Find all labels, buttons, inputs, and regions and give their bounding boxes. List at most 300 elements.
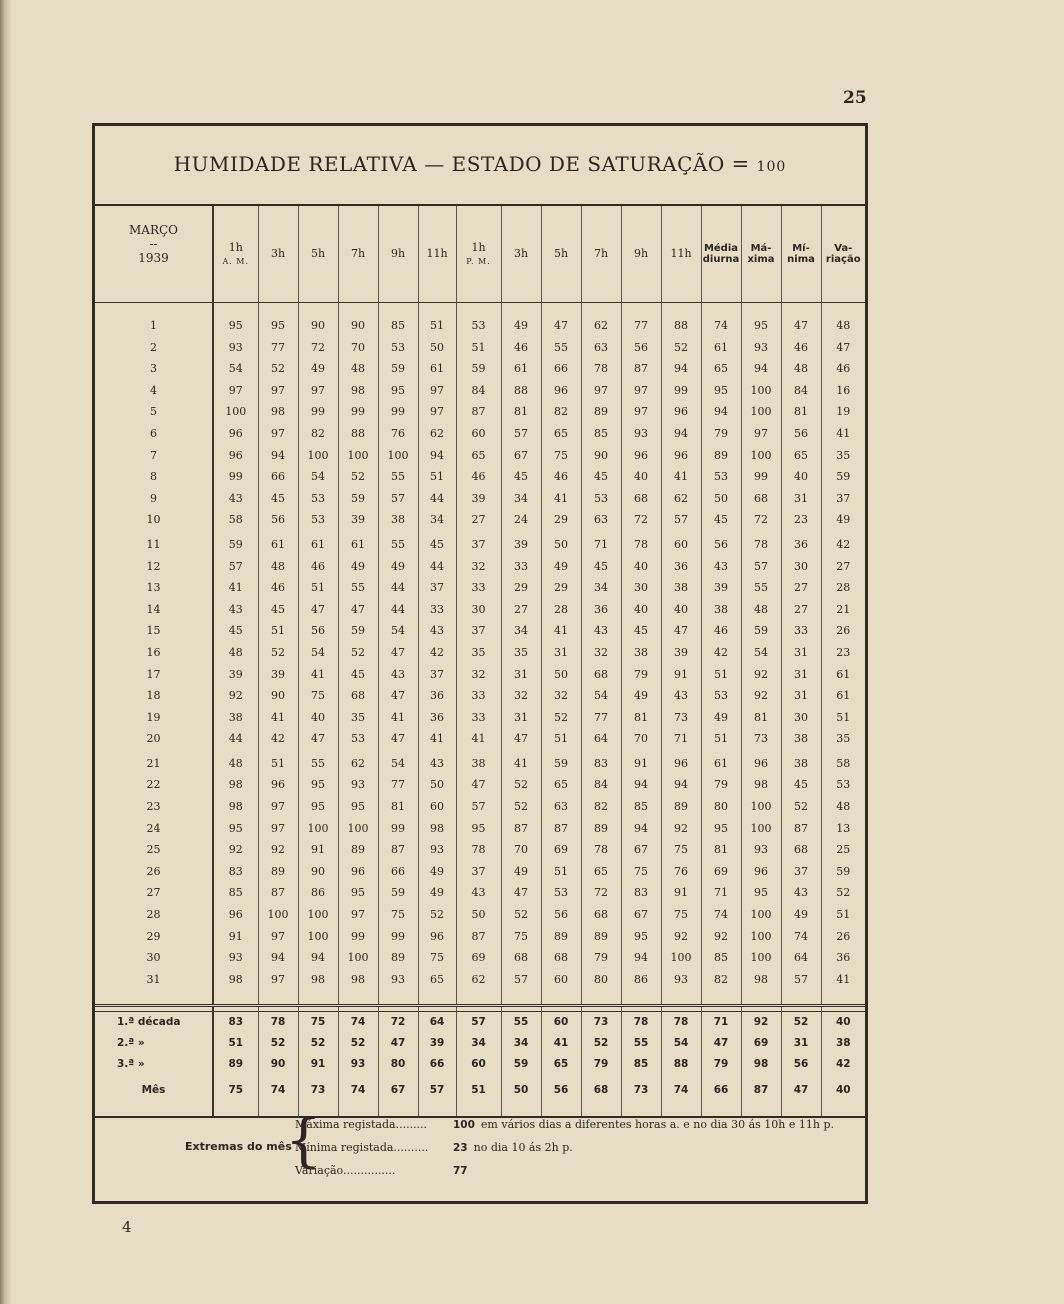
humidity-cell: 59 [541,753,581,775]
summary-row [95,1033,865,1054]
humidity-cell: 91 [661,882,701,904]
humidity-cell: 51 [541,728,581,750]
humidity-cell: 85 [621,796,661,818]
humidity-cell: 50 [418,337,456,359]
header-media: Média diurna [701,206,741,303]
humidity-cell: 47 [781,315,821,337]
summary-cell: 66 [418,1054,456,1075]
humidity-cell: 40 [621,599,661,621]
humidity-cell: 88 [501,380,541,402]
day-label: 15 [146,624,161,638]
summary-cell: 68 [581,1075,621,1105]
humidity-cell: 84 [456,380,501,402]
humidity-cell: 49 [338,556,378,578]
humidity-cell: 47 [501,728,541,750]
humidity-cell: 65 [781,445,821,467]
day-label: 12 [146,559,161,573]
summary-cell: 57 [418,1075,456,1105]
humidity-cell: 100 [213,401,258,423]
humidity-cell: 38 [781,753,821,775]
humidity-cell: 43 [213,488,258,510]
summary-cell: 42 [821,1054,865,1075]
spacer-row [95,990,865,1006]
summary-cell: 38 [821,1033,865,1054]
humidity-cell: 95 [701,818,741,840]
humidity-cell: 45 [621,620,661,642]
day-label: 21 [146,756,161,770]
humidity-cell: 39 [258,664,298,686]
humidity-cell: 68 [541,947,581,969]
humidity-cell: 68 [581,904,621,926]
header-variacao: Va- riação [821,206,865,303]
summary-cell: 75 [213,1075,258,1105]
day-label: 6 [150,426,157,440]
humidity-cell: 45 [701,509,741,531]
humidity-cell: 39 [338,509,378,531]
humidity-cell: 50 [541,534,581,556]
humidity-cell: 78 [581,839,621,861]
humidity-cell: 43 [213,599,258,621]
day-label: 28 [146,908,161,922]
humidity-cell: 55 [298,753,338,775]
day-label: 29 [146,929,161,943]
humidity-cell: 47 [541,315,581,337]
humidity-cell: 52 [501,796,541,818]
humidity-cell: 59 [378,358,418,380]
humidity-cell: 97 [621,380,661,402]
humidity-cell: 47 [378,685,418,707]
humidity-cell: 99 [378,926,418,948]
title-equals: = [731,152,750,176]
humidity-cell: 75 [501,926,541,948]
day-label: 11 [146,537,161,551]
humidity-cell: 50 [541,664,581,686]
humidity-cell: 93 [378,969,418,991]
humidity-cell: 61 [298,534,338,556]
humidity-cell: 47 [821,337,865,359]
summary-cell: 85 [621,1054,661,1075]
humidity-cell: 59 [378,882,418,904]
humidity-cell: 37 [456,534,501,556]
humidity-cell: 33 [456,707,501,729]
summary-cell: 51 [213,1033,258,1054]
humidity-cell: 66 [541,358,581,380]
humidity-cell: 94 [661,423,701,445]
humidity-cell: 96 [541,380,581,402]
humidity-cell: 52 [258,642,298,664]
humidity-cell: 27 [781,577,821,599]
humidity-cell: 100 [741,818,781,840]
humidity-cell: 39 [213,664,258,686]
humidity-cell: 19 [821,401,865,423]
humidity-cell: 57 [661,509,701,531]
humidity-cell: 84 [781,380,821,402]
humidity-cell: 43 [418,753,456,775]
humidity-cell: 49 [501,861,541,883]
humidity-cell: 34 [581,577,621,599]
humidity-cell: 92 [258,839,298,861]
table-row [95,534,865,556]
humidity-cell: 69 [541,839,581,861]
summary-row [95,1012,865,1034]
humidity-cell: 95 [338,882,378,904]
humidity-cell: 90 [298,861,338,883]
humidity-cell: 90 [338,315,378,337]
title-box [95,126,865,206]
humidity-cell: 27 [456,509,501,531]
humidity-cell: 60 [418,796,456,818]
humidity-cell: 25 [821,839,865,861]
summary-cell: 59 [501,1054,541,1075]
table-row [95,904,865,926]
humidity-cell: 44 [378,599,418,621]
humidity-cell: 31 [501,707,541,729]
humidity-cell: 54 [213,358,258,380]
humidity-cell: 54 [581,685,621,707]
humidity-cell: 28 [821,577,865,599]
page-title [95,152,865,176]
humidity-cell: 57 [378,488,418,510]
humidity-cell: 37 [456,620,501,642]
summary-cell: 47 [701,1033,741,1054]
humidity-cell: 85 [701,947,741,969]
humidity-cell: 67 [621,839,661,861]
humidity-cell: 45 [581,556,621,578]
humidity-cell: 28 [541,599,581,621]
humidity-cell: 49 [298,358,338,380]
humidity-cell: 35 [821,728,865,750]
humidity-cell: 77 [378,774,418,796]
humidity-cell: 100 [298,445,338,467]
humidity-cell: 43 [581,620,621,642]
humidity-cell: 41 [418,728,456,750]
humidity-cell: 87 [621,358,661,380]
humidity-cell: 31 [781,664,821,686]
summary-cell: 98 [741,1054,781,1075]
humidity-cell: 96 [213,445,258,467]
humidity-cell: 95 [298,796,338,818]
humidity-cell: 61 [338,534,378,556]
humidity-cell: 93 [213,947,258,969]
humidity-cell: 97 [338,904,378,926]
humidity-cell: 39 [701,577,741,599]
day-label: 13 [146,581,161,595]
summary-cell: 67 [378,1075,418,1105]
humidity-cell: 75 [378,904,418,926]
humidity-cell: 48 [213,753,258,775]
day-label: 27 [146,886,161,900]
humidity-cell: 96 [258,774,298,796]
humidity-cell: 53 [581,488,621,510]
humidity-cell: 46 [298,556,338,578]
brace-icon: { [285,1106,322,1174]
humidity-cell: 93 [741,839,781,861]
humidity-cell: 71 [581,534,621,556]
humidity-cell: 70 [501,839,541,861]
header-hour-11am: 11h [418,206,456,303]
humidity-cell: 45 [258,488,298,510]
day-label: 9 [150,491,157,505]
summary-cell: 39 [418,1033,456,1054]
humidity-cell: 54 [741,642,781,664]
humidity-cell: 34 [501,620,541,642]
humidity-cell: 100 [378,445,418,467]
humidity-cell: 46 [821,358,865,380]
humidity-cell: 94 [621,774,661,796]
humidity-cell: 39 [661,642,701,664]
humidity-cell: 45 [501,466,541,488]
humidity-cell: 89 [378,947,418,969]
humidity-cell: 35 [338,707,378,729]
summary-cell: 52 [338,1033,378,1054]
table-row [95,466,865,488]
humidity-cell: 99 [741,466,781,488]
humidity-cell: 43 [418,620,456,642]
humidity-cell: 95 [298,774,338,796]
humidity-cell: 45 [213,620,258,642]
humidity-cell: 73 [661,707,701,729]
humidity-cell: 54 [378,753,418,775]
humidity-cell: 100 [741,401,781,423]
humidity-cell: 48 [821,796,865,818]
humidity-cell: 62 [456,969,501,991]
humidity-cell: 46 [781,337,821,359]
humidity-cell: 47 [501,882,541,904]
humidity-cell: 43 [661,685,701,707]
humidity-cell: 48 [781,358,821,380]
humidity-cell: 57 [501,423,541,445]
humidity-cell: 100 [741,947,781,969]
summary-label: 3.ª » [117,1058,145,1071]
summary-cell: 88 [661,1054,701,1075]
humidity-cell: 57 [456,796,501,818]
humidity-cell: 37 [418,664,456,686]
summary-cell: 73 [581,1012,621,1034]
humidity-cell: 31 [541,642,581,664]
humidity-cell: 98 [418,818,456,840]
humidity-cell: 91 [661,664,701,686]
humidity-cell: 50 [701,488,741,510]
humidity-cell: 98 [298,969,338,991]
day-label: 31 [146,972,161,986]
humidity-cell: 41 [378,707,418,729]
humidity-cell: 23 [781,509,821,531]
humidity-cell: 31 [781,488,821,510]
humidity-cell: 97 [258,818,298,840]
humidity-cell: 27 [501,599,541,621]
humidity-cell: 59 [338,620,378,642]
humidity-cell: 98 [213,796,258,818]
humidity-cell: 96 [661,753,701,775]
humidity-cell: 66 [258,466,298,488]
table-row [95,796,865,818]
humidity-cell: 87 [501,818,541,840]
humidity-cell: 87 [456,401,501,423]
humidity-cell: 65 [456,445,501,467]
humidity-cell: 36 [661,556,701,578]
humidity-cell: 95 [741,315,781,337]
table-row [95,839,865,861]
humidity-cell: 98 [338,969,378,991]
humidity-cell: 74 [781,926,821,948]
day-label: 14 [146,602,161,616]
humidity-cell: 100 [298,926,338,948]
header-hour-11pm: 11h [661,206,701,303]
humidity-cell: 40 [621,556,661,578]
humidity-cell: 62 [661,488,701,510]
summary-cell: 79 [581,1054,621,1075]
humidity-cell: 37 [781,861,821,883]
humidity-cell: 87 [378,839,418,861]
humidity-cell: 44 [418,488,456,510]
humidity-cell: 95 [621,926,661,948]
humidity-cell: 100 [298,904,338,926]
humidity-cell: 98 [213,774,258,796]
humidity-cell: 71 [701,882,741,904]
humidity-cell: 31 [501,664,541,686]
humidity-cell: 89 [541,926,581,948]
humidity-cell: 42 [701,642,741,664]
humidity-cell: 59 [456,358,501,380]
humidity-cell: 40 [298,707,338,729]
humidity-cell: 57 [781,969,821,991]
day-label: 25 [146,843,161,857]
humidity-cell: 87 [541,818,581,840]
humidity-cell: 55 [378,534,418,556]
humidity-cell: 72 [298,337,338,359]
humidity-cell: 79 [581,947,621,969]
humidity-cell: 54 [378,620,418,642]
humidity-cell: 97 [621,401,661,423]
humidity-cell: 100 [338,947,378,969]
humidity-cell: 47 [298,599,338,621]
header-hour-3pm: 3h [501,206,541,303]
humidity-cell: 40 [781,466,821,488]
summary-cell: 87 [741,1075,781,1105]
humidity-cell: 97 [258,926,298,948]
humidity-cell: 87 [781,818,821,840]
humidity-cell: 81 [781,401,821,423]
humidity-cell: 96 [418,926,456,948]
humidity-cell: 38 [661,577,701,599]
humidity-cell: 53 [298,509,338,531]
humidity-cell: 83 [621,882,661,904]
humidity-cell: 30 [456,599,501,621]
summary-label: 1.ª década [117,1016,181,1029]
humidity-cell: 47 [378,728,418,750]
humidity-cell: 39 [501,534,541,556]
humidity-cell: 85 [581,423,621,445]
humidity-cell: 29 [541,509,581,531]
humidity-cell: 33 [456,577,501,599]
humidity-cell: 27 [781,599,821,621]
header-hour-1pm: 1h P. M. [456,206,501,303]
humidity-cell: 34 [501,488,541,510]
table-row [95,753,865,775]
humidity-cell: 45 [258,599,298,621]
humidity-cell: 36 [418,707,456,729]
humidity-cell: 38 [621,642,661,664]
humidity-cell: 38 [781,728,821,750]
summary-cell: 93 [338,1054,378,1075]
humidity-cell: 30 [621,577,661,599]
summary-cell: 66 [701,1075,741,1105]
humidity-cell: 51 [418,315,456,337]
humidity-cell: 53 [701,685,741,707]
humidity-cell: 57 [501,969,541,991]
humidity-cell: 100 [338,818,378,840]
humidity-cell: 61 [258,534,298,556]
table-row [95,488,865,510]
humidity-cell: 43 [701,556,741,578]
humidity-cell: 78 [621,534,661,556]
humidity-cell: 47 [378,642,418,664]
humidity-cell: 33 [781,620,821,642]
summary-cell: 64 [418,1012,456,1034]
humidity-cell: 74 [701,904,741,926]
humidity-cell: 100 [741,904,781,926]
humidity-cell: 94 [258,947,298,969]
humidity-cell: 78 [456,839,501,861]
humidity-cell: 55 [541,337,581,359]
humidity-cell: 21 [821,599,865,621]
table-row [95,315,865,337]
humidity-cell: 92 [741,685,781,707]
humidity-cell: 32 [456,664,501,686]
table-row [95,509,865,531]
humidity-cell: 73 [741,728,781,750]
humidity-cell: 62 [581,315,621,337]
page-number: 25 [843,88,867,108]
humidity-cell: 40 [621,466,661,488]
humidity-cell: 52 [338,642,378,664]
summary-cell: 52 [781,1012,821,1034]
humidity-cell: 51 [701,664,741,686]
humidity-cell: 53 [821,774,865,796]
summary-cell: 56 [781,1054,821,1075]
humidity-cell: 95 [258,315,298,337]
humidity-cell: 80 [581,969,621,991]
humidity-cell: 35 [501,642,541,664]
humidity-cell: 41 [456,728,501,750]
humidity-cell: 79 [701,423,741,445]
day-rows [95,303,865,1118]
humidity-cell: 38 [701,599,741,621]
summary-cell: 80 [378,1054,418,1075]
humidity-cell: 65 [581,861,621,883]
humidity-cell: 87 [456,926,501,948]
table-row [95,728,865,750]
humidity-cell: 93 [418,839,456,861]
summary-cell: 47 [378,1033,418,1054]
humidity-cell: 94 [741,358,781,380]
title-value: 100 [756,159,787,175]
humidity-cell: 89 [581,818,621,840]
humidity-cell: 97 [213,380,258,402]
summary-cell: 55 [501,1012,541,1034]
humidity-cell: 68 [621,488,661,510]
header-row [95,206,865,303]
humidity-cell: 78 [741,534,781,556]
table-row [95,358,865,380]
humidity-cell: 64 [781,947,821,969]
header-hour-5pm: 5h [541,206,581,303]
humidity-cell: 46 [701,620,741,642]
summary-cell: 78 [258,1012,298,1034]
humidity-cell: 62 [418,423,456,445]
humidity-cell: 69 [701,861,741,883]
humidity-cell: 67 [501,445,541,467]
